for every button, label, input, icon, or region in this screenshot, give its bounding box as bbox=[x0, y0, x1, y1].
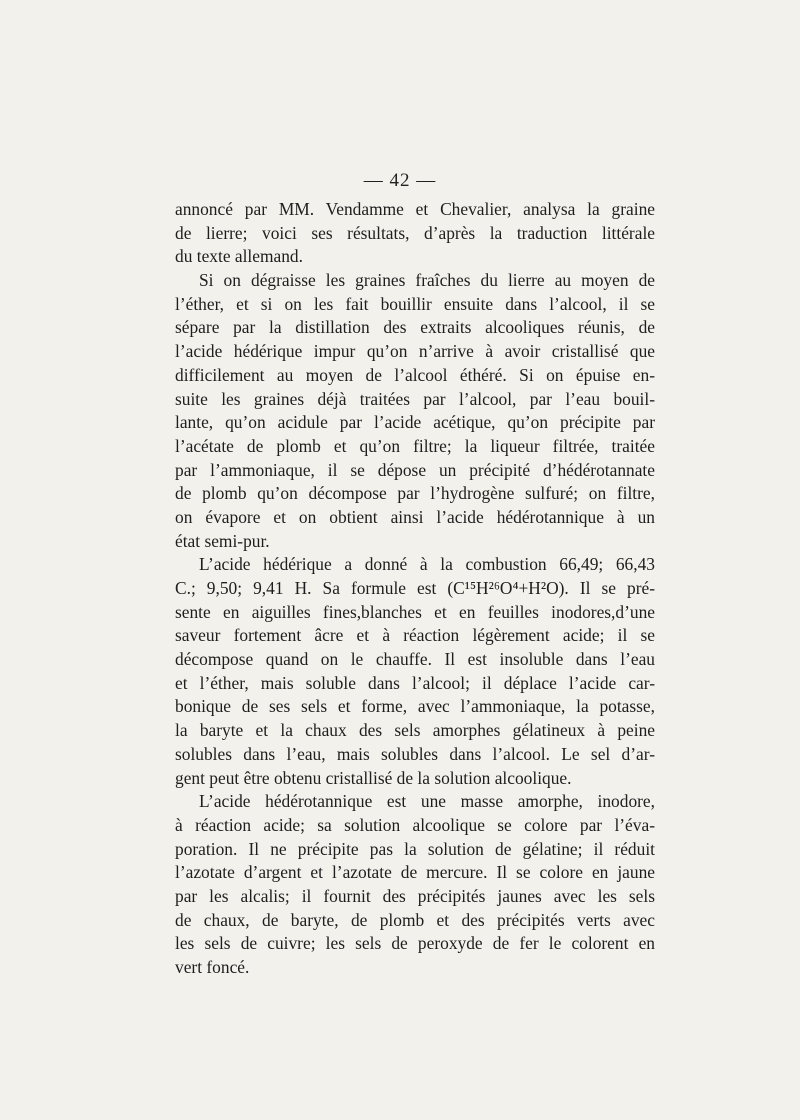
paragraph bbox=[175, 269, 655, 553]
text-line: l’azotate d’argent et l’azotate de mercure. Il se colore en jaune bbox=[175, 862, 655, 883]
paragraph bbox=[175, 790, 655, 980]
text-line: L’acide hédérique a donné à la combustion 66,49; 66,43 bbox=[199, 554, 655, 575]
text-line: on évapore et on obtient ainsi l’acide hédérotannique à un bbox=[175, 506, 655, 527]
text-line: solubles dans l’eau, mais solubles dans l’alcool. Le sel d’ar- bbox=[175, 743, 655, 764]
text-line: bonique de ses sels et forme, avec l’ammoniaque, la potasse, bbox=[175, 696, 655, 717]
body-text bbox=[175, 198, 655, 980]
text-line: L’acide hédérotannique est une masse amorphe, inodore, bbox=[199, 791, 655, 812]
text-line: du texte allemand. bbox=[175, 246, 303, 267]
text-line: difficilement au moyen de l’alcool éthéré. Si on épuise en- bbox=[175, 364, 655, 385]
text-line: à réaction acide; sa solution alcoolique se colore par l’éva- bbox=[175, 814, 655, 835]
text-line: poration. Il ne précipite pas la solution de gélatine; il réduit bbox=[175, 838, 655, 859]
text-line: et l’éther, mais soluble dans l’alcool; il déplace l’acide car- bbox=[175, 672, 655, 693]
text-line: suite les graines déjà traitées par l’alcool, par l’eau bouil- bbox=[175, 388, 655, 409]
text-line: les sels de cuivre; les sels de peroxyde de fer le colorent en bbox=[175, 933, 655, 954]
text-line: saveur fortement âcre et à réaction légèrement acide; il se bbox=[175, 625, 655, 646]
text-line: par les alcalis; il fournit des précipités jaunes avec les sels bbox=[175, 885, 655, 906]
text-line: par l’ammoniaque, il se dépose un précipité d’hédérotannate bbox=[175, 459, 655, 480]
page-number: — 42 — bbox=[363, 170, 437, 191]
text-line: l’acétate de plomb et qu’on filtre; la liqueur filtrée, traitée bbox=[175, 435, 655, 456]
text-line: décompose quand on le chauffe. Il est insoluble dans l’eau bbox=[175, 649, 655, 670]
text-line: annoncé par MM. Vendamme et Chevalier, analysa la graine bbox=[175, 199, 655, 219]
text-line: lante, qu’on acidule par l’acide acétique, qu’on précipite par bbox=[175, 412, 655, 433]
text-line: de plomb qu’on décompose par l’hydrogène sulfuré; on filtre, bbox=[175, 483, 655, 504]
text-line: gent peut être obtenu cristallisé de la solution alcoolique. bbox=[175, 767, 572, 788]
text-line: sépare par la distillation des extraits alcooliques réunis, de bbox=[175, 317, 655, 338]
text-line: C.; 9,50; 9,41 H. Sa formule est (C¹⁵H²⁶O⁴+H²O). Il se pré- bbox=[175, 578, 655, 598]
text-line: vert foncé. bbox=[175, 957, 250, 977]
text-line: Si on dégraisse les graines fraîches du lierre au moyen de bbox=[199, 270, 655, 291]
paragraph bbox=[175, 553, 655, 790]
paragraph bbox=[175, 198, 655, 269]
text-line: l’acide hédérique impur qu’on n’arrive à avoir cristallisé que bbox=[175, 341, 655, 362]
text-line: sente en aiguilles fines,blanches et en feuilles inodores,d’une bbox=[175, 601, 655, 622]
text-line: état semi-pur. bbox=[175, 530, 270, 551]
text-line: de lierre; voici ses résultats, d’après la traduction littérale bbox=[175, 222, 655, 243]
text-line: l’éther, et si on les fait bouillir ensuite dans l’alcool, il se bbox=[175, 293, 655, 314]
text-line: de chaux, de baryte, de plomb et des précipités verts avec bbox=[175, 909, 655, 930]
text-line: la baryte et la chaux des sels amorphes gélatineux à peine bbox=[175, 720, 655, 741]
